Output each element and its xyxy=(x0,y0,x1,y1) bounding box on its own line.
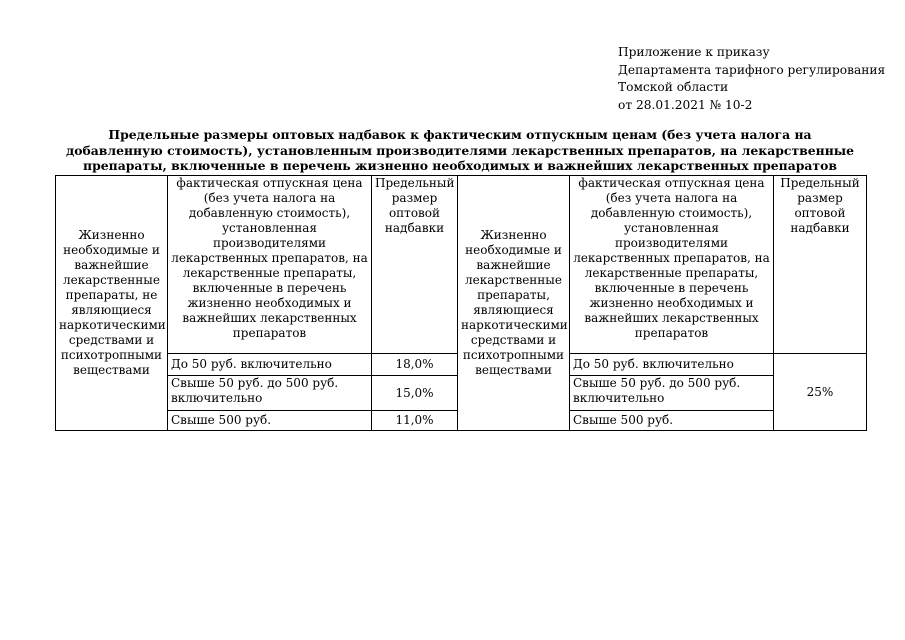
document-title: Предельные размеры оптовых надбавок к фактическим отпускным ценам (без учета налога на добавленную стоимость), установленным производителями лекарственных препаратов, на лекарственные препараты, включенные в перечень жизненно необходимых и важнейших лекарственных препаратов xyxy=(65,127,855,173)
markup-cell: 15,0% xyxy=(372,376,458,411)
range-cell: До 50 руб. включительно xyxy=(168,354,372,376)
markup-table xyxy=(55,175,867,431)
range-cell: Свыше 50 руб. до 500 руб. включительно xyxy=(570,376,774,411)
price-header-left: фактическая отпускная цена (без учета налога на добавленную стоимость), установленная производителями лекарственных препаратов, на лекарственные препараты, включенные в перечень жизненно необходимых и важнейших лекарственных препаратов xyxy=(168,176,372,354)
range-cell: Свыше 500 руб. xyxy=(168,411,372,431)
price-header-right: фактическая отпускная цена (без учета налога на добавленную стоимость), установленная производителями лекарственных препаратов, на лекарственные препараты, включенные в перечень жизненно необходимых и важнейших лекарственных препаратов xyxy=(570,176,774,354)
appendix-line: Департамента тарифного регулирования xyxy=(618,62,886,77)
appendix-line: от 28.01.2021 № 10-2 xyxy=(618,97,753,112)
markup-cell: 11,0% xyxy=(372,411,458,431)
appendix-line: Приложение к приказу xyxy=(618,45,770,59)
range-cell: Свыше 50 руб. до 500 руб. включительно xyxy=(168,376,372,411)
markup-cell: 18,0% xyxy=(372,354,458,376)
appendix-line: Томской области xyxy=(618,80,729,94)
range-cell: Свыше 500 руб. xyxy=(570,411,774,431)
table-header-row xyxy=(56,176,867,354)
appendix-note xyxy=(618,44,885,114)
markup-header-left: Предельный размер оптовой надбавки xyxy=(372,176,458,354)
markup-cell-merged: 25% xyxy=(774,354,867,431)
category-cell-left: Жизненно необходимые и важнейшие лекарственные препараты, не являющиеся наркотическими средствами и психотропными веществами xyxy=(56,176,168,431)
markup-header-right: Предельный размер оптовой надбавки xyxy=(774,176,867,354)
category-cell-right: Жизненно необходимые и важнейшие лекарственные препараты, являющиеся наркотическими средствами и психотропными веществами xyxy=(458,176,570,431)
range-cell: До 50 руб. включительно xyxy=(570,354,774,376)
